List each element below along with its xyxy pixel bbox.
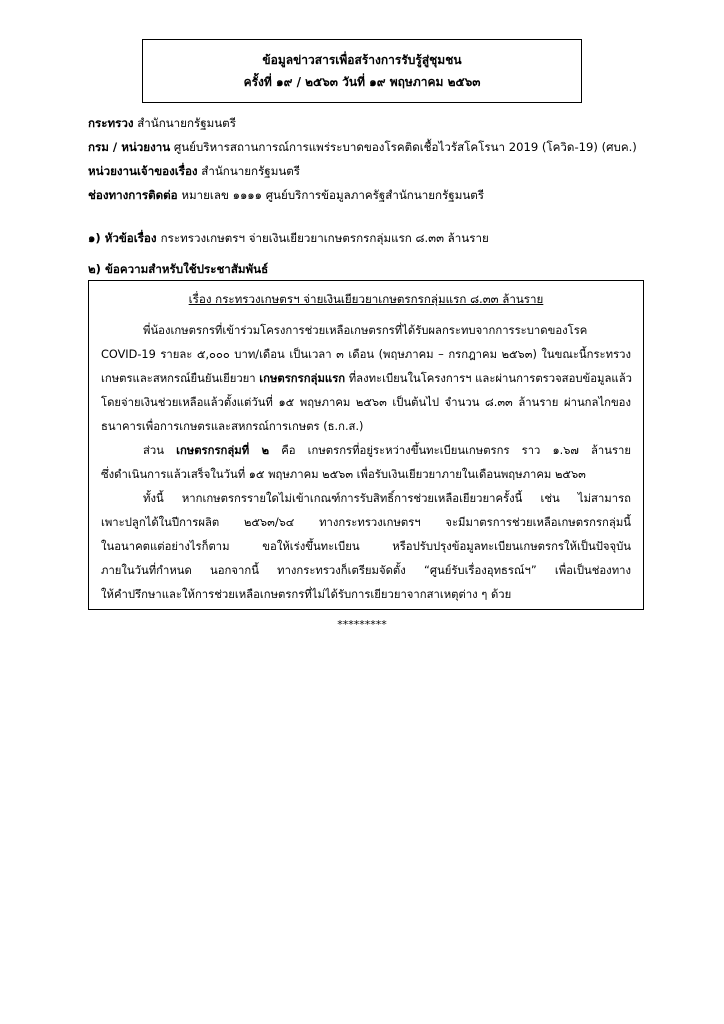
paragraph-1-line-5: ธนาคารเพื่อการเกษตรและสหกรณ์การเกษตร (ธ.ก.ส.) bbox=[101, 420, 364, 433]
paragraph-2-line-1 bbox=[143, 443, 631, 459]
contact-label: ช่องทางการติดต่อ bbox=[88, 188, 178, 202]
section-pr-label: ๒) ข้อความสำหรับใช้ประชาสัมพันธ์ bbox=[88, 262, 269, 276]
paragraph-1-line-4: โดยจ่ายเงินช่วยเหลือแล้วตั้งแต่วันที่ ๑๕ พฤษภาคม ๒๕๖๓ เป็นต้นไป จำนวน ๘.๓๓ ล้านราย ผ่านกลไกของ bbox=[101, 396, 631, 409]
paragraph-3-line-1: ทั้งนี้ หากเกษตรกรรายใดไม่เข้าเกณฑ์การรับสิทธิ์การช่วยเหลือเยียวยาครั้งนี้ เช่น ไม่สามารถ bbox=[143, 492, 631, 505]
paragraph-1-line-3-part-c: ที่ลงทะเบียนในโครงการฯ และผ่านการตรวจสอบข้อมูลแล้ว bbox=[348, 372, 632, 385]
department-label: กรม / หน่วยงาน bbox=[88, 140, 171, 154]
ministry-value: สำนักนายกรัฐมนตรี bbox=[137, 116, 236, 130]
ministry-label: กระทรวง bbox=[88, 116, 134, 130]
paragraph-1-line-1: พี่น้องเกษตรกรที่เข้าร่วมโครงการช่วยเหลือเกษตรกรที่ได้รับผลกระทบจากการระบาดของโรค bbox=[143, 324, 588, 337]
owner-label: หน่วยงานเจ้าของเรื่อง bbox=[88, 164, 198, 178]
pr-message-title: เรื่อง กระทรวงเกษตรฯ จ่ายเงินเยียวยาเกษตรกรกลุ่มแรก ๘.๓๓ ล้านราย bbox=[188, 292, 544, 306]
header-issue-date: ครั้งที่ ๑๙ / ๒๕๖๓ วันที่ ๑๙ พฤษภาคม ๒๕๖๓ bbox=[243, 75, 481, 89]
contact-value: หมายเลข ๑๑๑๑ ศูนย์บริการข้อมูลภาครัฐสำนักนายกรัฐมนตรี bbox=[181, 188, 485, 202]
owner-row bbox=[88, 164, 300, 178]
paragraph-2-line-2: ซึ่งดำเนินการแล้วเสร็จในวันที่ ๑๕ พฤษภาคม ๒๕๖๓ เพื่อรับเงินเยียวยาภายในเดือนพฤษภาคม ๒๕๖๓ bbox=[101, 468, 586, 481]
paragraph-3-line-3: ในอนาคตแต่อย่างไรก็ตาม ขอให้เร่งขึ้นทะเบียน หรือปรับปรุงข้อมูลทะเบียนเกษตรกรให้เป็นปัจจุบัน bbox=[101, 540, 631, 553]
pr-message-box bbox=[88, 280, 644, 610]
paragraph-1-line-3-part-a: เกษตรและสหกรณ์ยืนยันเยียวยา bbox=[101, 372, 256, 385]
department-value: ศูนย์บริหารสถานการณ์การแพร่ระบาดของโรคติดเชื้อไวรัสโคโรนา 2019 (โควิด-19) (ศบค.) bbox=[173, 140, 637, 154]
paragraph-2-line-1-part-a: ส่วน bbox=[143, 444, 164, 457]
section-pr-message bbox=[88, 261, 268, 279]
paragraph-1-line-2: COVID-19 รายละ ๕,๐๐๐ บาท/เดือน เป็นเวลา ๓ เดือน (พฤษภาคม – กรกฎาคม ๒๕๖๓) ในขณะนี้กระทรวง bbox=[101, 348, 631, 361]
contact-row bbox=[88, 188, 484, 202]
paragraph-3-line-4: ภายในวันที่กำหนด นอกจากนี้ ทางกระทรวงก็เตรียมจัดตั้ง “ศูนย์รับเรื่องอุทธรณ์ฯ” เพื่อเป็นช่องทาง bbox=[101, 564, 631, 577]
paragraph-2-line-1-part-c: คือ เกษตรกรที่อยู่ระหว่างขึ้นทะเบียนเกษตรกร ราว ๑.๖๗ ล้านราย bbox=[281, 444, 632, 457]
first-group-highlight: เกษตรกรกลุ่มแรก bbox=[259, 372, 346, 385]
paragraph-3-line-5: ให้คำปรึกษาและให้การช่วยเหลือเกษตรกรที่ไม่ได้รับการเยียวยาจากสาเหตุต่าง ๆ ด้วย bbox=[101, 588, 512, 601]
header-box bbox=[142, 39, 582, 103]
paragraph-1-line-3 bbox=[101, 371, 631, 387]
paragraph-3-line-2: เพาะปลูกได้ในปีการผลิต ๒๕๖๓/๖๔ ทางกระทรวงเกษตรฯ จะมีมาตรการช่วยเหลือเกษตรกรกลุ่มนี้ bbox=[101, 516, 631, 529]
section-topic bbox=[88, 230, 489, 248]
owner-value: สำนักนายกรัฐมนตรี bbox=[201, 164, 301, 178]
header-title: ข้อมูลข่าวสารเพื่อสร้างการรับรู้สู่ชุมชน bbox=[262, 53, 462, 67]
ministry-row bbox=[88, 116, 236, 130]
section-topic-label: ๑) หัวข้อเรื่อง bbox=[88, 231, 157, 245]
section-topic-value: กระทรวงเกษตรฯ จ่ายเงินเยียวยาเกษตรกรกลุ่มแรก ๘.๓๓ ล้านราย bbox=[160, 231, 489, 245]
department-row bbox=[88, 140, 637, 154]
end-marker: ********* bbox=[337, 618, 387, 631]
second-group-highlight: เกษตรกรกลุ่มที่ ๒ bbox=[176, 444, 270, 457]
